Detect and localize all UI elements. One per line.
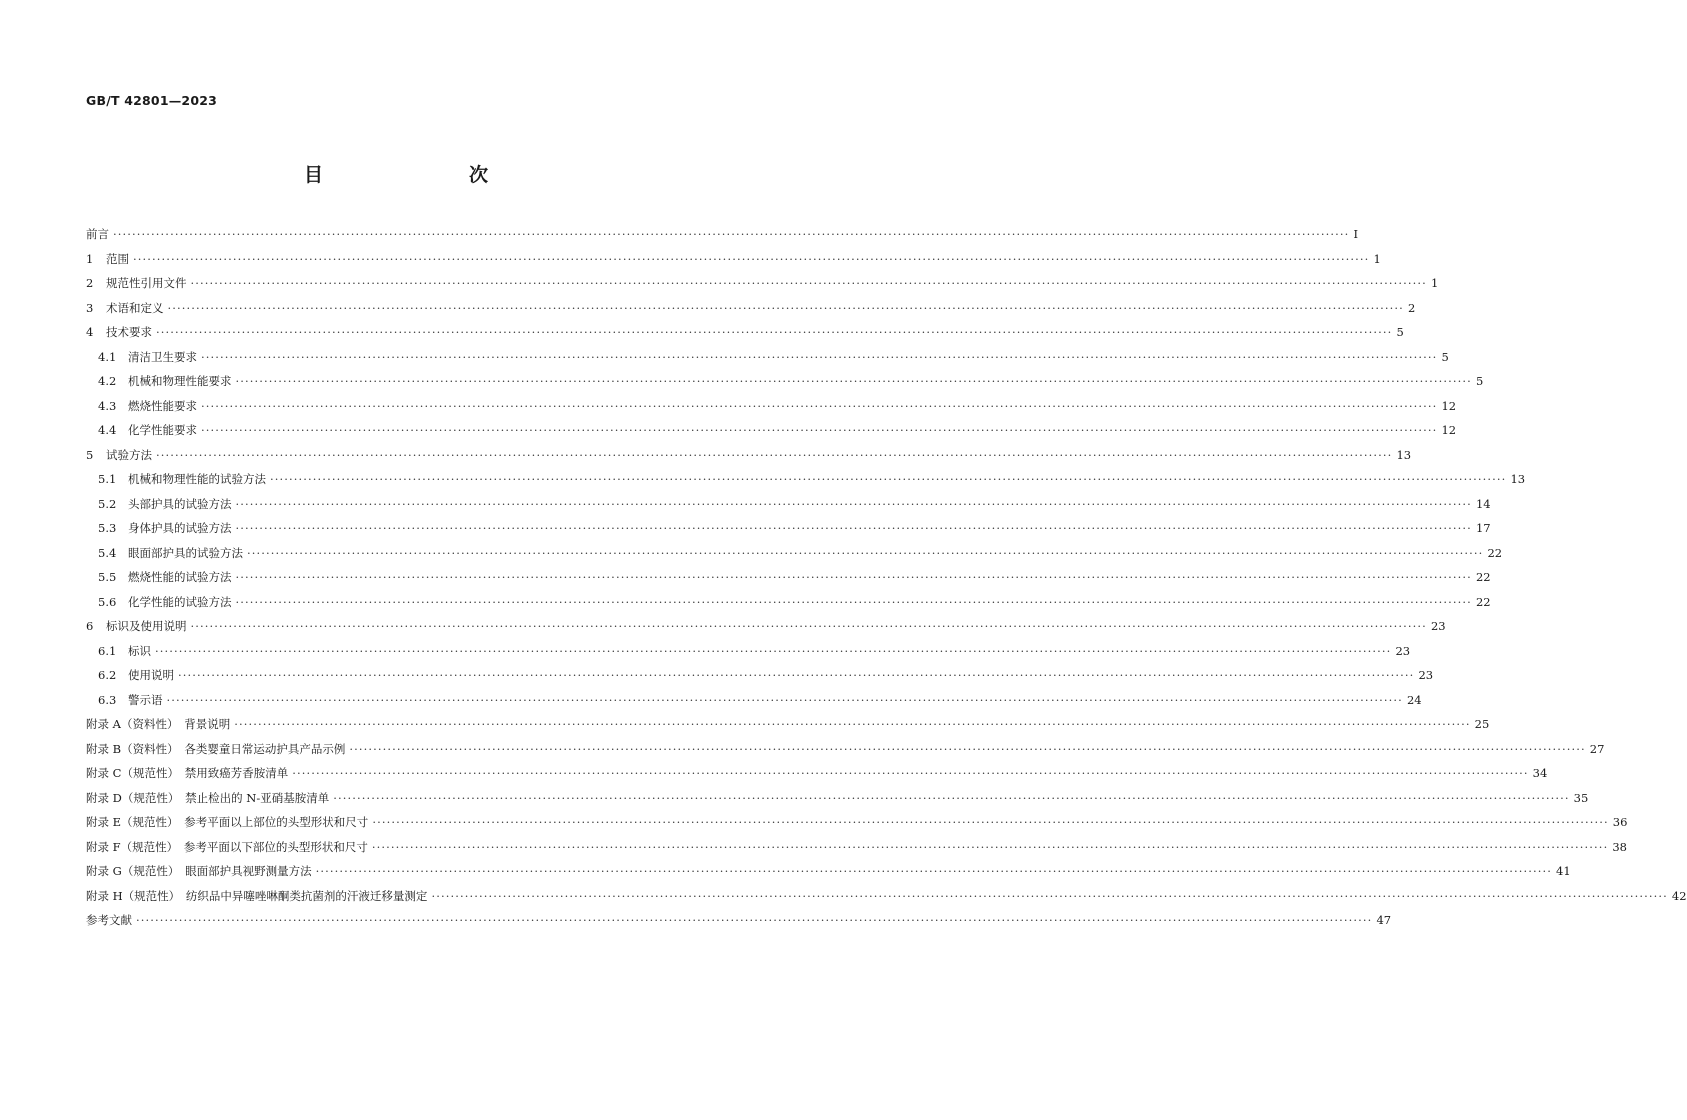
toc-entry-page: 14: [1475, 496, 1491, 511]
toc-entry-page: 13: [1510, 472, 1526, 486]
toc-entry-number: 5.5: [98, 570, 117, 584]
toc-entry-page: 13: [1396, 447, 1412, 462]
toc-entry-title: 附录 F（规范性） 参考平面以下部位的头型形状和尺寸: [86, 839, 368, 854]
toc-entry-title: 前言: [86, 227, 109, 241]
toc-entry-number: 5.6: [98, 594, 117, 609]
toc-entry-page: 27: [1589, 741, 1605, 756]
toc-entry-title: 化学性能要求: [128, 423, 197, 437]
toc-entry[interactable]: [86, 520, 1491, 545]
dot-leader: ····································································································································································································································································: [235, 594, 1472, 609]
dot-leader: ····································································································································································································································································: [201, 349, 1438, 364]
toc-entry-page: 22: [1487, 545, 1503, 560]
toc-entry[interactable]: [86, 912, 1392, 937]
toc-entry-page: 12: [1441, 398, 1457, 413]
toc-entry-title: 附录 G（规范性） 眼面部护具视野测量方法: [86, 864, 312, 878]
toc-entry-title: 技术要求: [106, 325, 152, 339]
toc-entry-page: 35: [1573, 790, 1589, 805]
toc-entry-title: 附录 H（规范性） 纺织品中异噻唑啉酮类抗菌剂的汗液迁移量测定: [86, 888, 428, 903]
dot-leader: ····································································································································································································································································: [133, 251, 1370, 266]
toc-entry[interactable]: [86, 888, 1687, 913]
toc-entry[interactable]: [86, 398, 1457, 423]
toc-entry-number: 4.2: [98, 374, 117, 388]
toc-entry-page: 25: [1474, 717, 1490, 731]
toc-entry-number: 6.2: [98, 668, 117, 682]
toc-entry-page: 17: [1475, 521, 1491, 535]
toc-entry-page: 23: [1395, 643, 1411, 658]
toc-entry-number: 4.3: [98, 398, 117, 413]
dot-leader: ····································································································································································································································································: [234, 717, 1471, 731]
toc-entry-page: 47: [1376, 913, 1392, 927]
toc-entry-title: 眼面部护具的试验方法: [128, 545, 243, 560]
toc-entry-title: 燃烧性能要求: [128, 398, 197, 413]
dot-leader: ····································································································································································································································································: [292, 766, 1529, 780]
dot-leader: ····································································································································································································································································: [190, 276, 1427, 290]
toc-entry-page: 23: [1418, 668, 1434, 682]
toc-entry-number: 1: [86, 251, 94, 266]
toc-entry-title: 附录 C（规范性） 禁用致癌芳香胺清单: [86, 766, 289, 780]
toc-entry[interactable]: [86, 471, 1526, 496]
toc-entry-title: 燃烧性能的试验方法: [128, 570, 232, 584]
dot-leader: ····································································································································································································································································: [190, 619, 1427, 633]
toc-entry-number: 5.4: [98, 545, 117, 560]
toc-entry[interactable]: [86, 349, 1449, 374]
dot-leader: ····································································································································································································································································: [167, 300, 1404, 315]
toc-entry[interactable]: [86, 667, 1434, 692]
toc-entry-page: Ⅰ: [1353, 227, 1358, 241]
toc-entry-page: 34: [1532, 766, 1548, 780]
dot-leader: ····································································································································································································································································: [431, 888, 1668, 903]
toc-entry-title: 附录 E（规范性） 参考平面以上部位的头型形状和尺寸: [86, 815, 369, 829]
toc-entry[interactable]: [86, 447, 1412, 472]
toc-entry-page: 36: [1612, 815, 1628, 829]
dot-leader: ····································································································································································································································································: [201, 398, 1438, 413]
toc-entry-number: 5: [86, 447, 94, 462]
toc-entry-title: 化学性能的试验方法: [128, 594, 232, 609]
toc-entry-number: 6.3: [98, 692, 117, 707]
toc-entry-number: 4.1: [98, 349, 117, 364]
toc-entry-page: 38: [1612, 839, 1627, 854]
toc-entry-page: 5: [1396, 325, 1404, 339]
toc-entry-page: 12: [1441, 423, 1457, 437]
dot-leader: ····································································································································································································································································: [235, 521, 1472, 535]
dot-leader: ····································································································································································································································································: [178, 668, 1415, 682]
toc-entry-page: 42: [1671, 888, 1687, 903]
toc-entry-title: 清洁卫生要求: [128, 349, 197, 364]
dot-leader: ····································································································································································································································································: [270, 472, 1507, 486]
dot-leader: ····································································································································································································································································: [235, 374, 1472, 388]
toc-entry[interactable]: [86, 790, 1589, 815]
toc-entry-number: 4: [86, 325, 94, 339]
toc-entry-page: 5: [1475, 374, 1484, 388]
toc-entry-page: 1: [1430, 276, 1439, 290]
toc-entry-title: 机械和物理性能的试验方法: [128, 472, 266, 486]
toc-entry[interactable]: [86, 594, 1491, 619]
toc-entry-title: 规范性引用文件: [106, 276, 187, 290]
toc-entry[interactable]: [86, 863, 1571, 888]
dot-leader: ····································································································································································································································································: [371, 839, 1609, 854]
toc-entry-title: 使用说明: [128, 668, 174, 682]
dot-leader: ····································································································································································································································································: [235, 496, 1472, 511]
toc-entry-number: 2: [86, 276, 94, 290]
toc-entry[interactable]: [86, 692, 1422, 717]
toc-title: 目 次: [303, 164, 524, 186]
toc-entry[interactable]: [86, 545, 1503, 570]
toc-entry-title: 机械和物理性能要求: [128, 374, 232, 388]
toc-entry[interactable]: [86, 741, 1605, 766]
toc-entry[interactable]: [86, 275, 1439, 300]
dot-leader: ····································································································································································································································································: [349, 741, 1586, 756]
toc-entry-title: 标识: [128, 643, 151, 658]
dot-leader: ····································································································································································································································································: [156, 447, 1393, 462]
toc-entry[interactable]: [86, 251, 1381, 276]
dot-leader: ····································································································································································································································································: [235, 570, 1472, 584]
toc-entry-page: 22: [1475, 594, 1491, 609]
toc-entry[interactable]: [86, 422, 1457, 447]
toc-entry-title: 附录 B（资料性） 各类婴童日常运动护具产品示例: [86, 741, 346, 756]
toc-entry[interactable]: [86, 814, 1628, 839]
toc-entry-title: 术语和定义: [106, 300, 164, 315]
toc-entry-title: 警示语: [128, 692, 163, 707]
toc-entry-number: 6.1: [98, 643, 117, 658]
toc-entry-title: 范围: [106, 251, 129, 266]
dot-leader: ····································································································································································································································································: [372, 815, 1609, 829]
toc-entry[interactable]: [86, 496, 1491, 521]
toc-entry-number: 4.4: [98, 423, 117, 437]
toc-entry-page: 23: [1430, 619, 1446, 633]
toc-entry[interactable]: [86, 765, 1548, 790]
toc-entry[interactable]: [86, 716, 1490, 741]
dot-leader: ····································································································································································································································································: [113, 227, 1350, 241]
toc-entry-title: 附录 A（资料性） 背景说明: [86, 717, 231, 731]
toc-entry[interactable]: [86, 324, 1404, 349]
dot-leader: ····································································································································································································································································: [155, 643, 1392, 658]
toc-entry-title: 标识及使用说明: [106, 619, 187, 633]
toc-entry-number: 3: [86, 300, 94, 315]
toc-entry-page: 41: [1556, 864, 1571, 878]
dot-leader: ····································································································································································································································································: [136, 913, 1373, 927]
toc-entry-page: 24: [1406, 692, 1422, 707]
toc-entry-number: 5.1: [98, 472, 117, 486]
toc-entry[interactable]: [86, 569, 1491, 594]
toc-entry[interactable]: [86, 373, 1484, 398]
dot-leader: ····································································································································································································································································: [333, 790, 1570, 805]
dot-leader: ····································································································································································································································································: [166, 692, 1403, 707]
toc-entry-page: 22: [1475, 570, 1491, 584]
toc-entry-page: 2: [1407, 300, 1416, 315]
toc-entry-page: 5: [1441, 349, 1449, 364]
dot-leader: ····································································································································································································································································: [247, 545, 1484, 560]
dot-leader: ····································································································································································································································································: [156, 325, 1393, 339]
toc-entry-page: 1: [1373, 251, 1381, 266]
toc-entry[interactable]: [86, 618, 1446, 643]
toc-entry[interactable]: [86, 300, 1416, 325]
toc-entry-number: 5.2: [98, 496, 117, 511]
toc-entry-number: 5.3: [98, 521, 117, 535]
standard-code: GB/T 42801—2023: [86, 93, 218, 108]
dot-leader: ····································································································································································································································································: [315, 864, 1553, 878]
toc-entry-title: 参考文献: [86, 913, 132, 927]
toc-entry[interactable]: [86, 226, 1358, 251]
toc-entry-title: 附录 D（规范性） 禁止检出的 N-亚硝基胺清单: [86, 790, 330, 805]
dot-leader: ····································································································································································································································································: [201, 423, 1438, 437]
toc-entry-title: 试验方法: [106, 447, 152, 462]
toc-entry-title: 身体护具的试验方法: [128, 521, 232, 535]
toc-entry-number: 6: [86, 619, 94, 633]
toc-entry-title: 头部护具的试验方法: [128, 496, 232, 511]
table-of-contents: [86, 226, 1687, 937]
toc-entry[interactable]: [86, 643, 1411, 668]
toc-entry[interactable]: [86, 839, 1627, 864]
